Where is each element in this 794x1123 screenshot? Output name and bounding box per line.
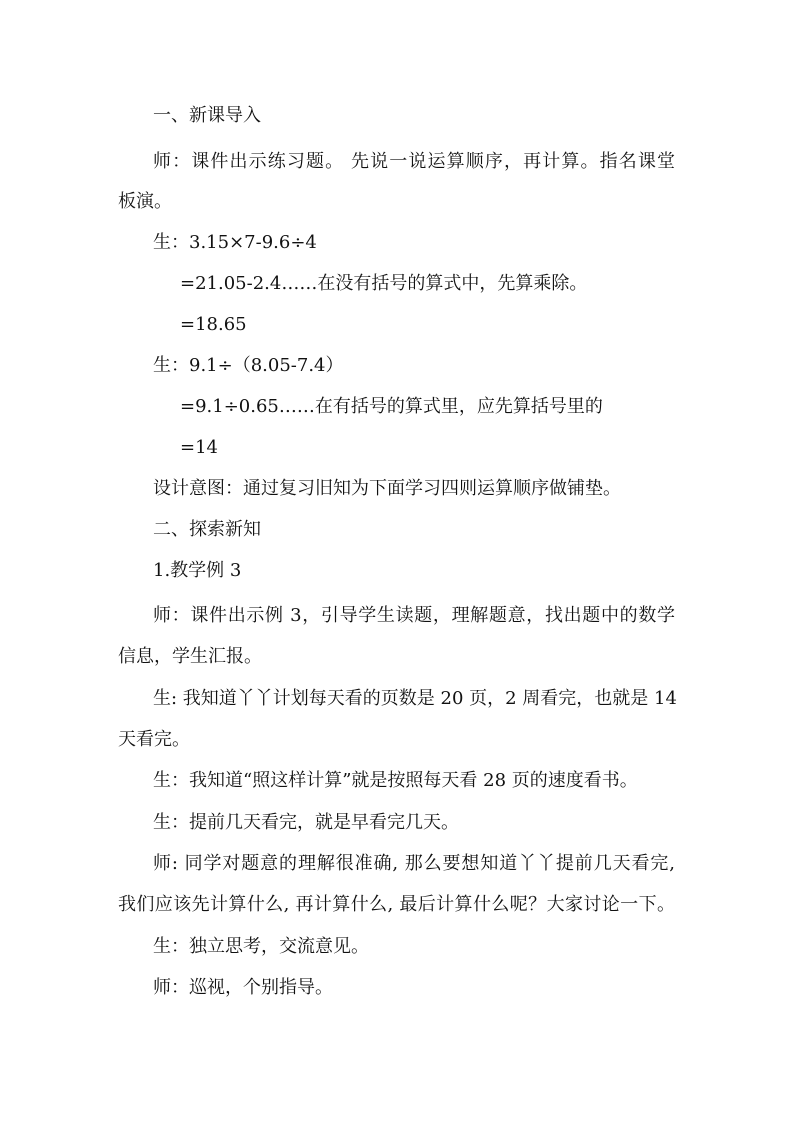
paragraph-line: 板演。 [118, 191, 172, 212]
calculation-step: =9.1÷0.65……在有括号的算式里，应先算括号里的 [180, 396, 603, 417]
paragraph-line: 师: 同学对题意的理解很准确, 那么要想知道丫丫提前几天看完, [153, 853, 675, 874]
paragraph-line: 师：课件出示练习题。 先说一说运算顺序，再计算。指名课堂 [153, 151, 675, 172]
calculation-step: =21.05-2.4……在没有括号的算式中，先算乘除。 [180, 273, 588, 294]
heading-new-lesson-intro: 一、新课导入 [153, 105, 261, 126]
student-answer-line: 生：9.1÷（8.05-7.4） [153, 355, 344, 376]
calculation-step: =14 [180, 437, 218, 458]
paragraph-line: 师：巡视，个别指导。 [153, 977, 333, 998]
design-intent-line: 设计意图：通过复习旧知为下面学习四则运算顺序做铺垫。 [153, 478, 621, 499]
paragraph-line: 我们应该先计算什么, 再计算什么, 最后计算什么呢？大家讨论一下。 [118, 894, 675, 915]
heading-explore-new-knowledge: 二、探索新知 [153, 519, 261, 540]
paragraph-line: 生：我知道“照这样计算”就是按照每天看 28 页的速度看书。 [153, 770, 638, 791]
paragraph-line: 生: 我知道丫丫计划每天看的页数是 20 页，2 周看完，也就是 14 [153, 688, 677, 709]
student-answer-line: 生：3.15×7-9.6÷4 [153, 232, 317, 253]
paragraph-line: 生：提前几天看完，就是早看完几天。 [153, 812, 459, 833]
paragraph-line: 生：独立思考，交流意见。 [153, 936, 369, 957]
paragraph-line: 天看完。 [118, 729, 190, 750]
paragraph-line: 师：课件出示例 3，引导学生读题，理解题意，找出题中的数学 [153, 605, 675, 626]
subheading-example-3: 1.教学例 3 [153, 560, 242, 581]
paragraph-line: 信息，学生汇报。 [118, 646, 262, 667]
calculation-step: =18.65 [180, 314, 247, 335]
